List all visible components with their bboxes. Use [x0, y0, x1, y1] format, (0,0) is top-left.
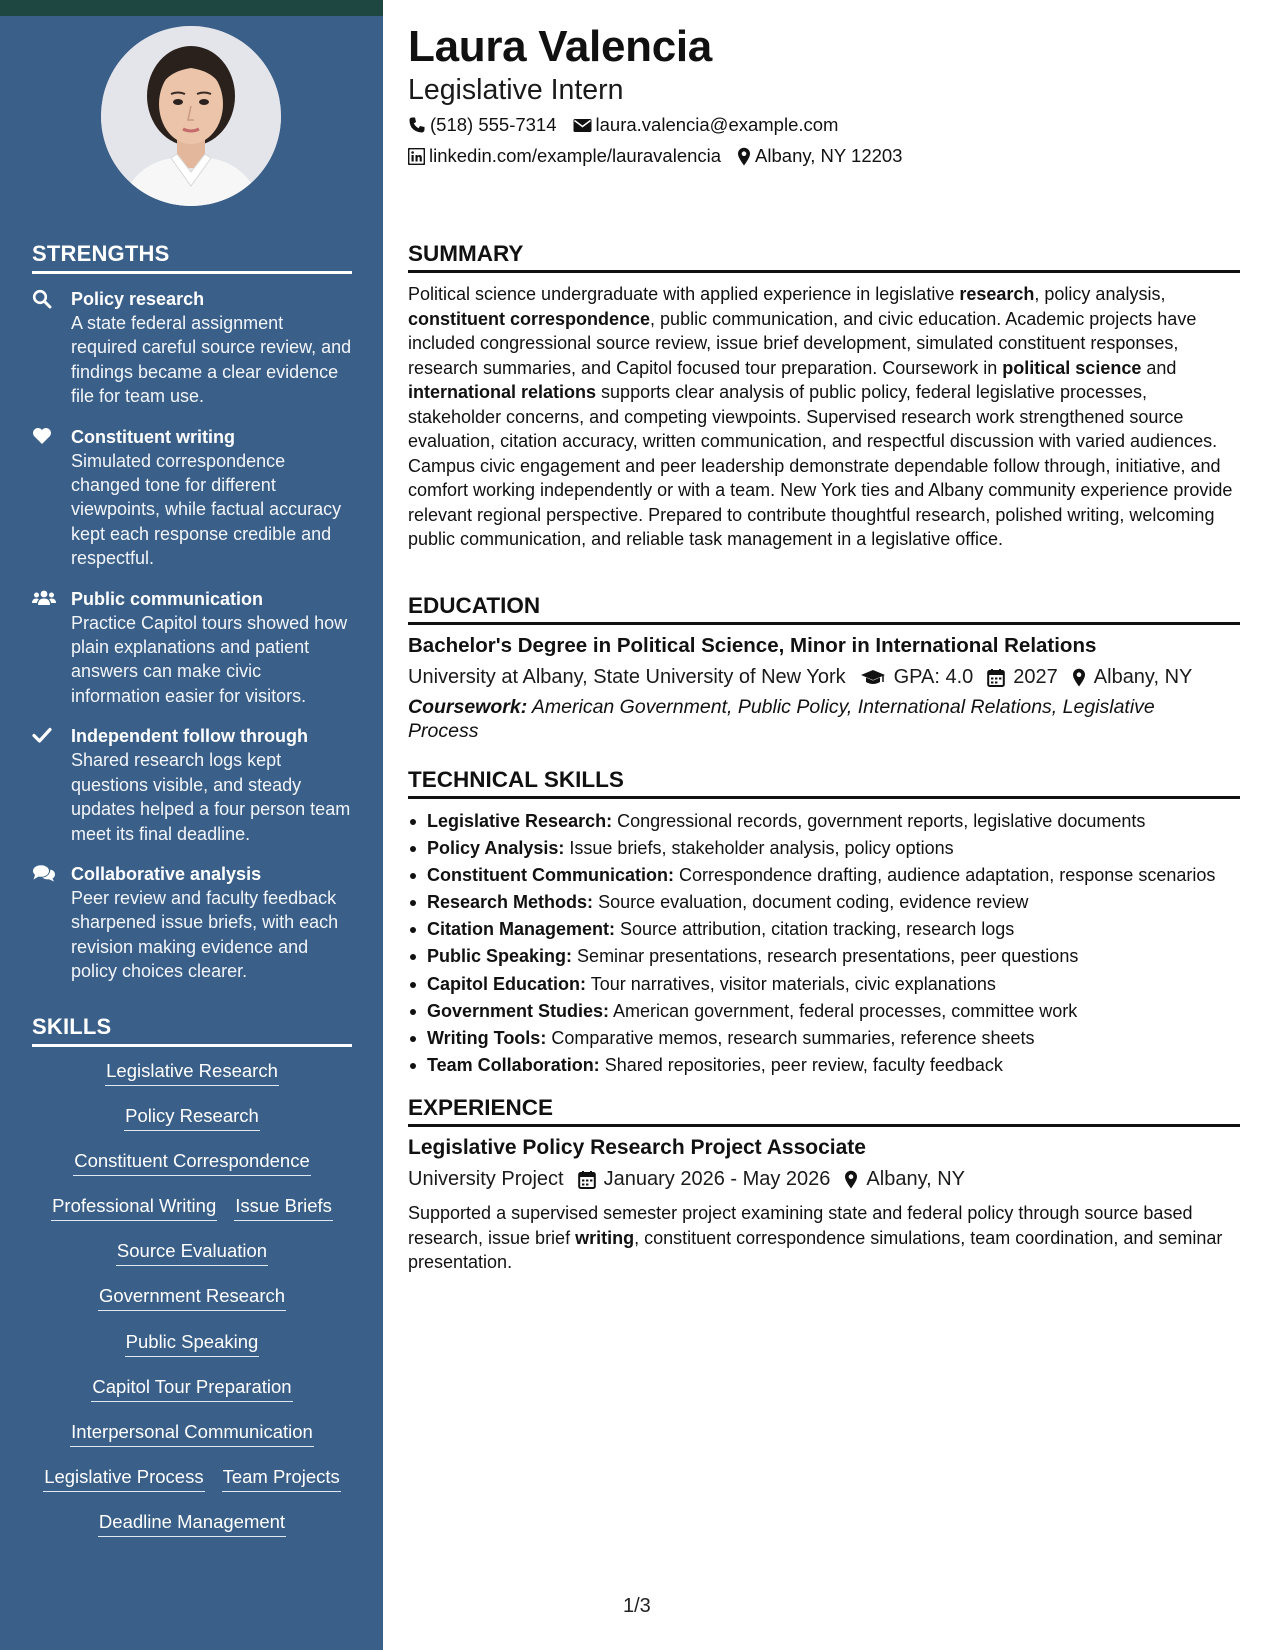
skill-tag: Issue Briefs: [234, 1195, 333, 1221]
location-text: Albany, NY 12203: [755, 145, 903, 166]
linkedin-icon: [408, 148, 425, 165]
phone-number: (518) 555-7314: [430, 114, 557, 135]
experience-title: Legislative Policy Research Project Associate: [408, 1136, 866, 1159]
school-name: University at Albany, State University of New York: [408, 666, 846, 688]
map-pin-icon: [737, 147, 751, 166]
strength-item: [32, 425, 352, 571]
phone-icon: [408, 116, 426, 134]
contact-line: [408, 114, 854, 136]
sidebar-top-bar: [0, 0, 383, 16]
strength-description: A state federal assignment required careful source review, and findings became a clear evidence file for team use.: [71, 313, 352, 407]
skill-tag: Source Evaluation: [116, 1240, 268, 1266]
strength-description: Peer review and faculty feedback sharpened issue briefs, with each revision making evidence and policy choices clearer.: [71, 887, 339, 982]
skill-tag: Public Speaking: [125, 1331, 260, 1357]
coursework-label: Coursework:: [408, 696, 528, 718]
strength-description: Simulated correspondence changed tone for different viewpoints, while factual accuracy kept each response credible and respectful.: [71, 450, 342, 569]
coursework: [408, 695, 1208, 743]
skill-tag: Interpersonal Communication: [70, 1421, 314, 1447]
skill-tag: Deadline Management: [98, 1511, 286, 1537]
strength-title: Public communication: [71, 588, 264, 609]
strength-title: Collaborative analysis: [71, 863, 262, 884]
strengths-list: [32, 287, 352, 1000]
linkedin-link[interactable]: linkedin.com/example/lauravalencia: [429, 145, 722, 166]
experience-location: Albany, NY: [866, 1168, 965, 1190]
list-item: Constituent Communication: Correspondence drafting, audience adaptation, response scenarios: [427, 862, 1259, 889]
contact-phone: [408, 114, 557, 136]
skill-tag: Legislative Process: [43, 1466, 204, 1492]
summary-heading: SUMMARY: [408, 241, 1240, 273]
profile-photo: [101, 26, 281, 206]
summary-text: Political science undergraduate with applied experience in legislative research, policy analysis, constituent correspondence, public communication, and civic education. Academic projects have included congressional source review, issue brief development, simulated constituent responses, research summaries, and Capitol focused tour preparation. Coursework in political science and international relations supports clear analysis of public policy, federal legislative processes, stakeholder concerns, and competing viewpoints. Supervised research work strengthened source evaluation, citation accuracy, written communication, and respectful discussion with varied audiences. Campus civic engagement and peer leadership demonstrate dependable follow through, initiative, and comfort working independently or with a team. New York ties and Albany community experience provide relevant regional perspective. Prepared to contribute thoughtful research, polished writing, welcoming public communication, and reliable task management in a legislative office.: [408, 284, 1233, 549]
contact-linkedin[interactable]: [408, 145, 721, 167]
graduation-year: 2027: [1013, 666, 1058, 688]
experience-meta: [408, 1168, 979, 1191]
calendar-icon: [987, 668, 1005, 687]
map-pin-icon: [844, 1170, 858, 1189]
gpa-text: GPA: 4.0: [893, 666, 974, 688]
experience-dates: January 2026 - May 2026: [603, 1168, 831, 1190]
check-icon: [32, 726, 54, 746]
strength-description: Shared research logs kept questions visible, and steady updates helped a four person team meet its final deadline.: [71, 750, 351, 844]
skills-list: [32, 1060, 352, 1556]
comments-icon: [32, 864, 54, 884]
calendar-icon: [578, 1170, 596, 1189]
skill-tag: Capitol Tour Preparation: [91, 1376, 292, 1402]
sidebar: [0, 0, 383, 1650]
strength-item: [32, 724, 352, 846]
map-pin-icon: [1072, 668, 1086, 687]
education-meta: [408, 666, 1206, 689]
skill-tag: Policy Research: [124, 1105, 260, 1131]
list-item: Public Speaking: Seminar presentations, research presentations, peer questions: [427, 943, 1259, 970]
technical-skills-list: [408, 808, 1259, 1079]
contact-line: [408, 145, 918, 167]
strength-title: Independent follow through: [71, 726, 308, 747]
envelope-icon: [573, 118, 592, 133]
experience-description: Supported a supervised semester project examining state and federal policy through source based research, issue brief writing, constituent correspondence simulations, team coordination, and seminar presentation.: [408, 1203, 1223, 1272]
skill-tag: Team Projects: [222, 1466, 341, 1492]
job-title-header: Legislative Intern: [408, 74, 624, 106]
skill-tag: Constituent Correspondence: [73, 1150, 311, 1176]
strengths-heading: STRENGTHS: [32, 241, 352, 274]
strength-item: [32, 287, 352, 409]
skill-tag: Government Research: [98, 1285, 286, 1311]
technical-skills-heading: TECHNICAL SKILLS: [408, 767, 1240, 799]
users-icon: [32, 589, 54, 609]
list-item: Writing Tools: Comparative memos, research summaries, reference sheets: [427, 1025, 1259, 1052]
contact-location: [737, 145, 902, 167]
strength-title: Policy research: [71, 289, 205, 309]
strength-item: [32, 587, 352, 709]
experience-heading: EXPERIENCE: [408, 1095, 1240, 1127]
experience-org: University Project: [408, 1168, 564, 1190]
coursework-list: American Government, Public Policy, International Relations, Legislative Process: [408, 696, 1155, 742]
list-item: Capitol Education: Tour narratives, visitor materials, civic explanations: [427, 971, 1259, 998]
page-number: 1/3: [623, 1595, 651, 1617]
list-item: Legislative Research: Congressional records, government reports, legislative documents: [427, 808, 1259, 835]
skill-tag: Professional Writing: [51, 1195, 217, 1221]
heart-icon: [32, 427, 54, 447]
strength-title: Constituent writing: [71, 426, 235, 447]
email-link[interactable]: laura.valencia@example.com: [595, 114, 839, 135]
candidate-name: Laura Valencia: [408, 22, 712, 71]
skills-heading: SKILLS: [32, 1014, 352, 1047]
list-item: Team Collaboration: Shared repositories, peer review, faculty feedback: [427, 1052, 1259, 1079]
list-item: Policy Analysis: Issue briefs, stakeholder analysis, policy options: [427, 835, 1259, 862]
education-heading: EDUCATION: [408, 593, 1240, 625]
list-item: Citation Management: Source attribution, citation tracking, research logs: [427, 916, 1259, 943]
list-item: Research Methods: Source evaluation, document coding, evidence review: [427, 889, 1259, 916]
degree-title: Bachelor's Degree in Political Science, Minor in International Relations: [408, 634, 1097, 657]
strength-description: Practice Capitol tours showed how plain explanations and patient answers can make civic information easier for visitors.: [71, 612, 348, 706]
graduation-cap-icon: [860, 669, 886, 686]
strength-item: [32, 862, 352, 984]
skill-tag: Legislative Research: [105, 1060, 279, 1086]
list-item: Government Studies: American government, federal processes, committee work: [427, 998, 1259, 1025]
search-icon: [32, 289, 54, 309]
school-location: Albany, NY: [1093, 666, 1193, 688]
contact-email[interactable]: [573, 114, 839, 136]
